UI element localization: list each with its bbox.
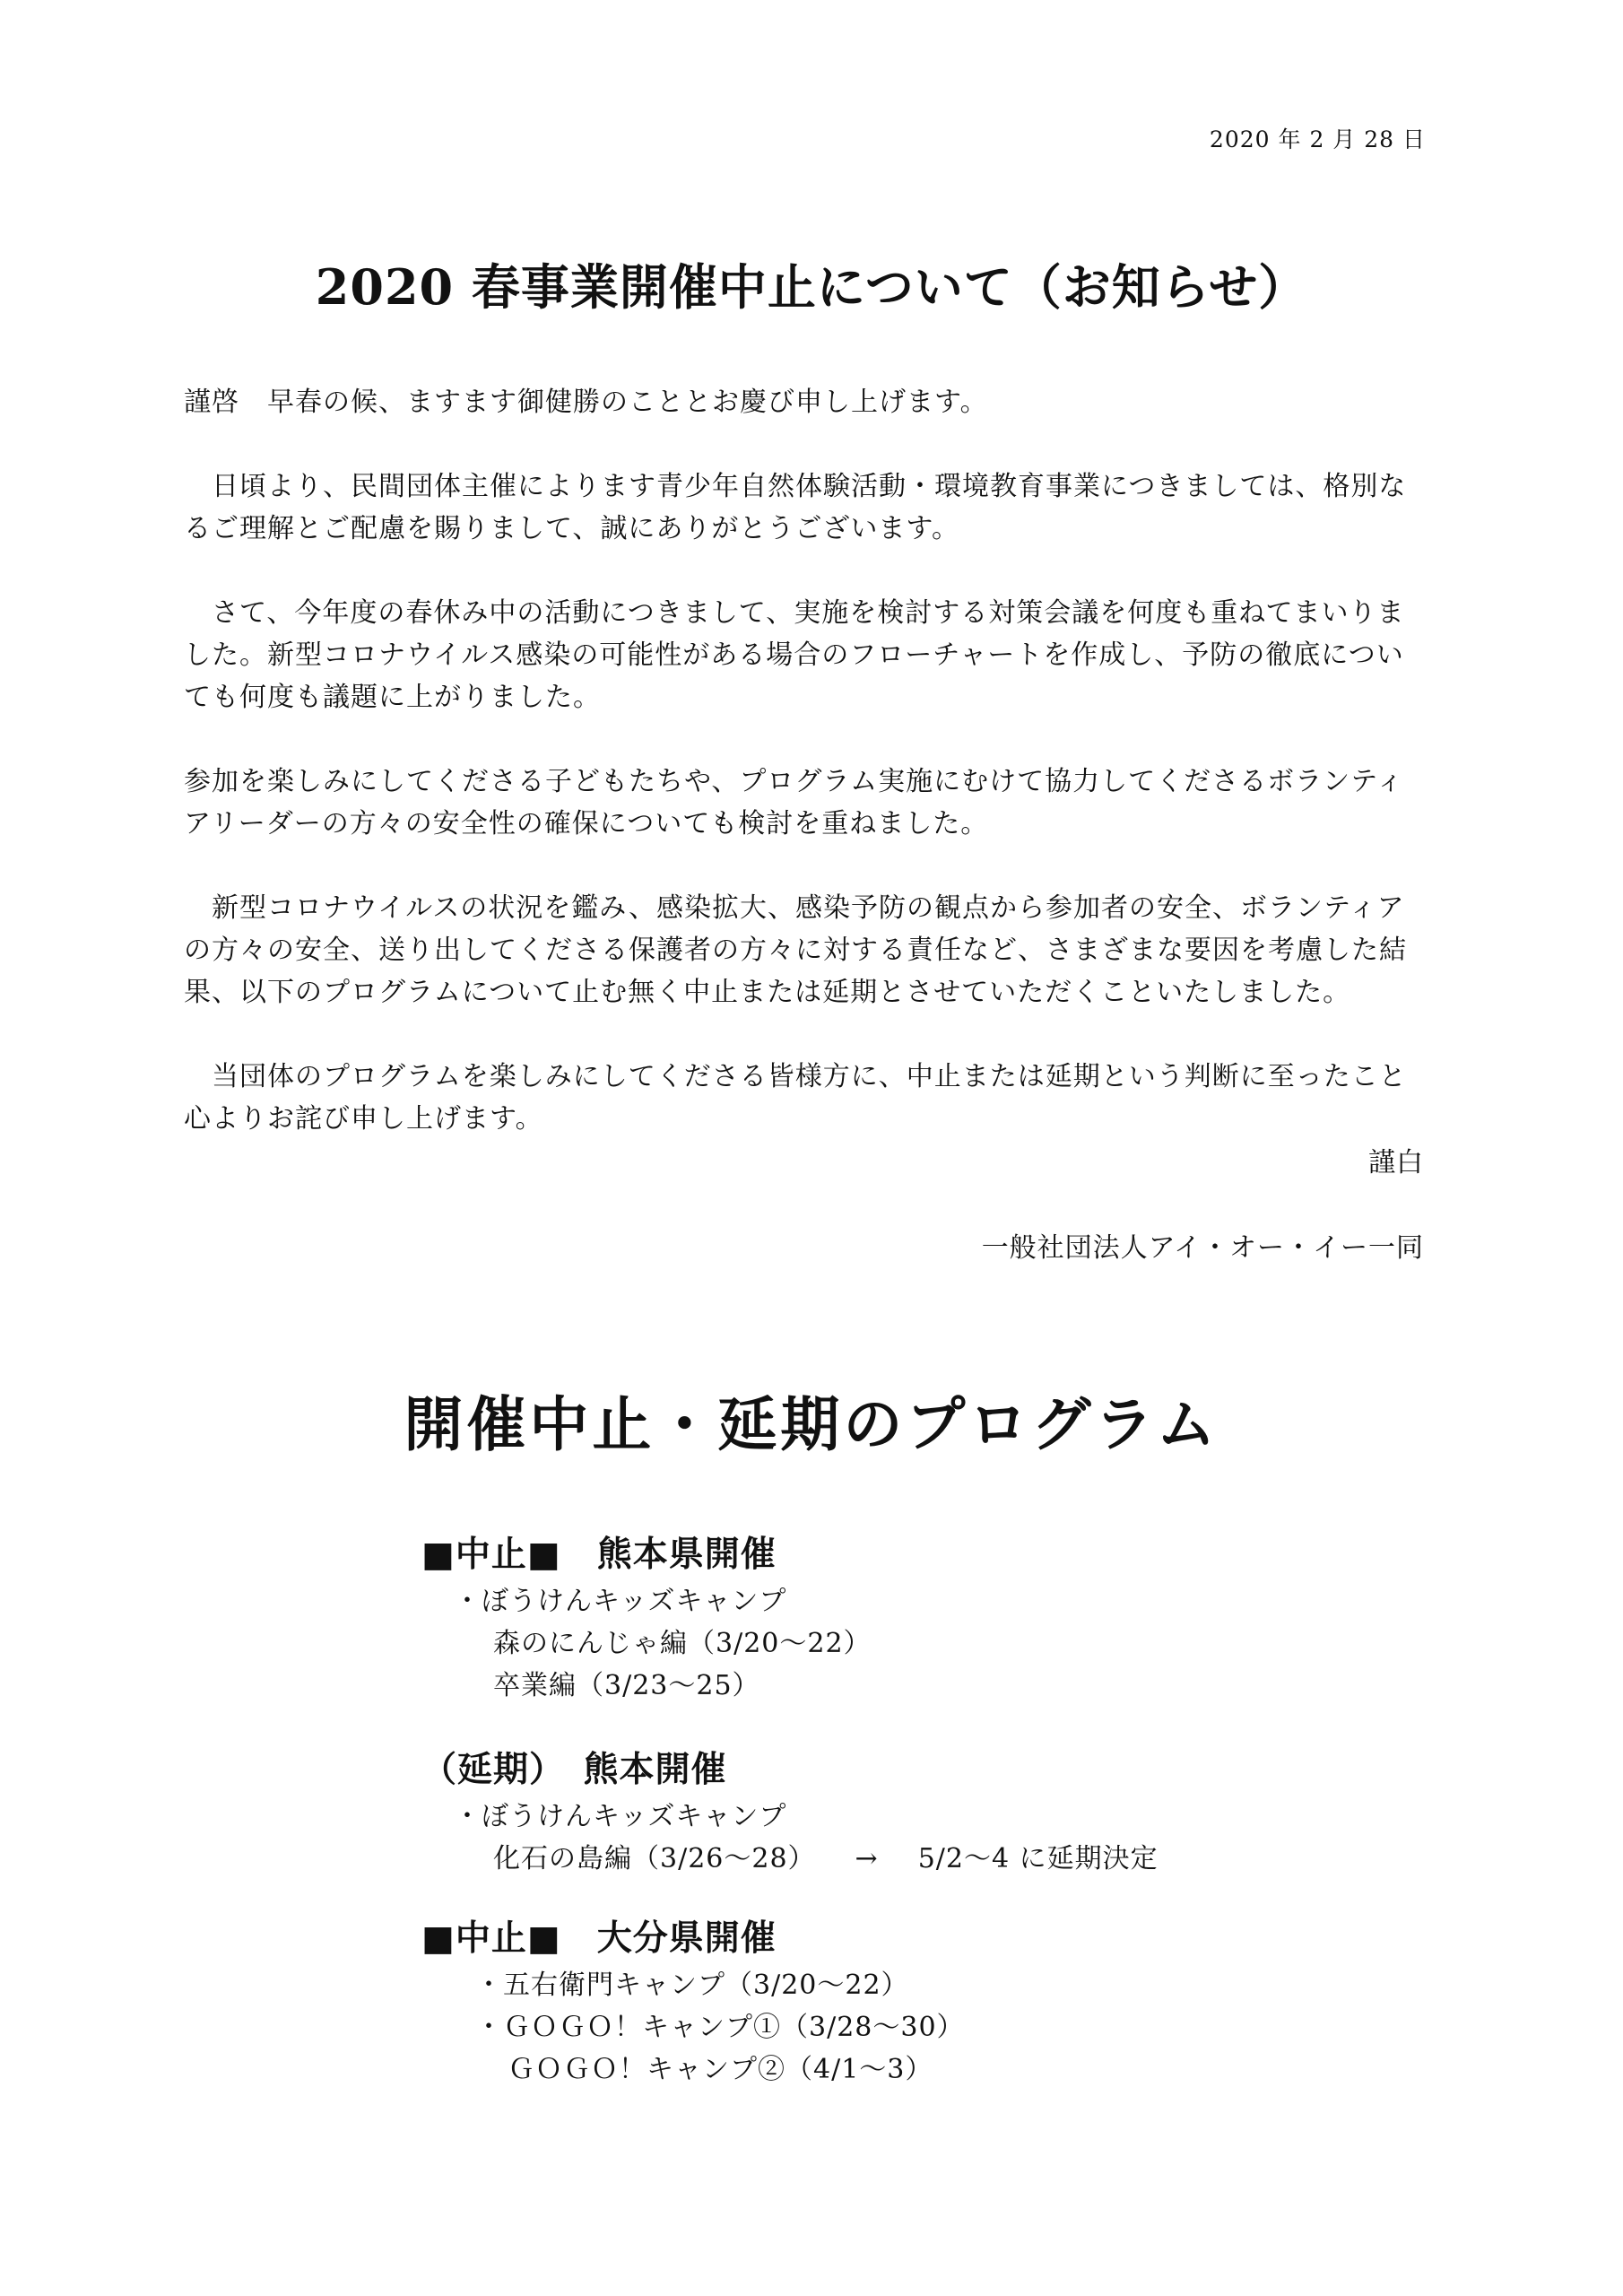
document-date: 2020 年 2 月 28 日 <box>1209 126 1426 152</box>
program-item: ・ＧＯＧＯ！キャンプ①（3/28～30） <box>475 2012 965 2043</box>
postponed-date: 5/2～4 に延期決定 <box>917 1843 1159 1874</box>
program-item: 森のにんじゃ編（3/20～22） <box>493 1628 872 1659</box>
program-item-postponed <box>421 1838 1497 1880</box>
program-item: ・五右衛門キャンプ（3/20～22） <box>475 1970 909 2001</box>
program-name: 化石の島編（3/26～28） <box>493 1843 816 1874</box>
letter-body <box>184 381 1421 1140</box>
body-paragraph: 日頃より、民間団体主催によります青少年自然体験活動・環境教育事業につきましては、格別なるご理解とご配慮を賜りまして、誠にありがとうございます。 <box>184 471 1407 544</box>
body-paragraph: さて、今年度の春休み中の活動につきまして、実施を検討する対策会議を何度も重ねてまいりました。新型コロナウイルス感染の可能性がある場合のフローチャートを作成し、予防の徹底についても何度も議題に上がりました。 <box>184 597 1405 713</box>
program-item: ＧＯＧＯ！キャンプ②（4/1～3） <box>508 2054 933 2085</box>
section-heading: ■中止■ 熊本県開催 <box>421 1535 777 1575</box>
program-item: 卒業編（3/23～25） <box>493 1670 760 1701</box>
body-paragraph: 当団体のプログラムを楽しみにしてくださる皆様方に、中止または延期という判断に至ったこと心よりお詫び申し上げます。 <box>184 1061 1407 1135</box>
closing-word: 謹白 <box>1368 1147 1424 1178</box>
greeting-paragraph: 謹啓 早春の候、ますます御健勝のこととお慶び申し上げます。 <box>184 387 988 418</box>
document-title: 2020 春事業開催中止について（お知らせ） <box>315 258 1308 316</box>
program-section-kumamoto-cancelled <box>421 1530 1497 1707</box>
arrow-icon: → <box>855 1843 879 1874</box>
signature: 一般社団法人アイ・オー・イー一同 <box>981 1232 1424 1264</box>
programs-title: 開催中止・延期のプログラム <box>404 1390 1219 1459</box>
program-section-oita-cancelled <box>421 1914 1497 2091</box>
section-heading: ■中止■ 大分県開催 <box>421 1918 777 1959</box>
body-paragraph: 新型コロナウイルスの状況を鑑み、感染拡大、感染予防の観点から参加者の安全、ボランティアの方々の安全、送り出してくださる保護者の方々に対する責任など、さまざまな要因を考慮した結果、以下のプログラムについて止む無く中止または延期とさせていただくこといたしました。 <box>184 892 1407 1008</box>
program-item: ・ぼうけんキッズキャンプ <box>454 1586 787 1617</box>
section-heading: （延期） 熊本開催 <box>421 1750 727 1790</box>
body-paragraph: 参加を楽しみにしてくださる子どもたちや、プログラム実施にむけて協力してくださるボランティアリーダーの方々の安全性の確保についても検討を重ねました。 <box>184 766 1404 839</box>
program-item: ・ぼうけんキッズキャンプ <box>454 1801 787 1832</box>
program-section-kumamoto-postponed <box>421 1745 1497 1880</box>
